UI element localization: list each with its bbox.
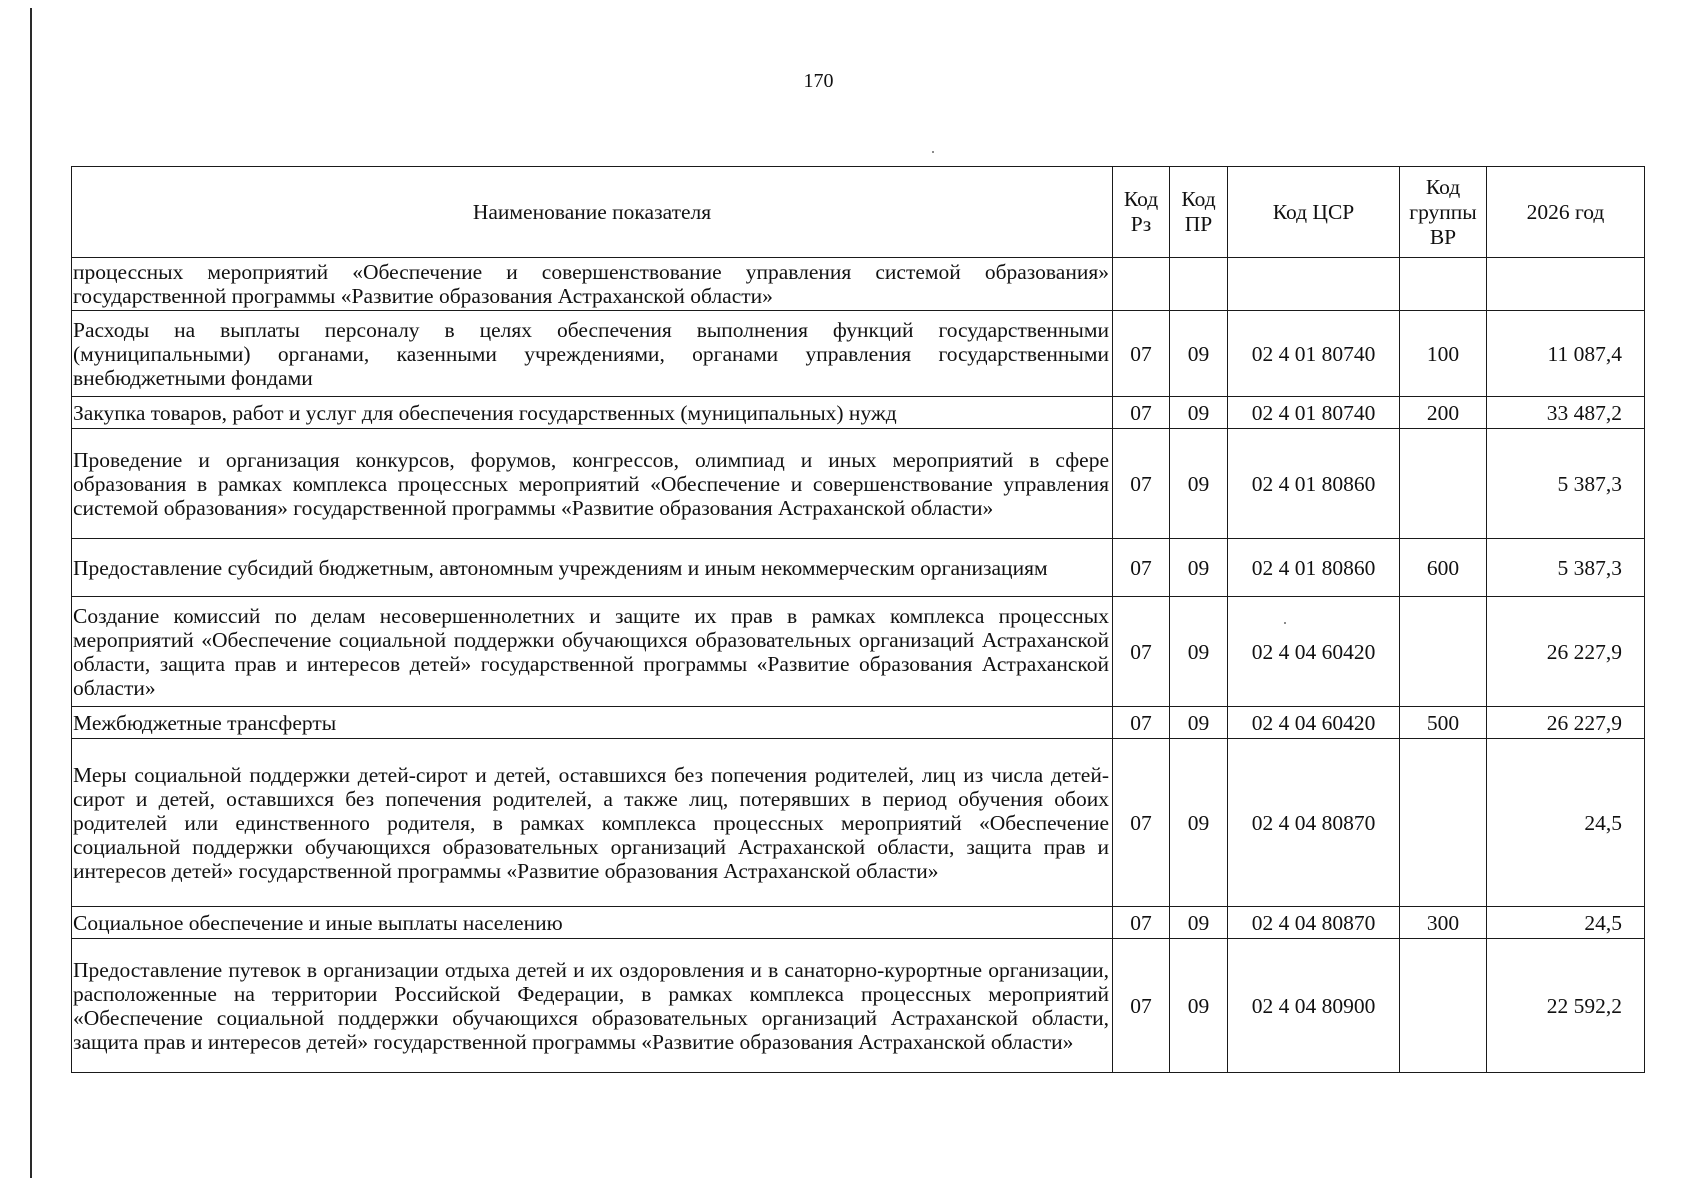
table-row	[72, 597, 1645, 707]
cell-amount	[1487, 258, 1645, 311]
cell-vr	[1400, 258, 1487, 311]
cell-rz: 07	[1113, 311, 1170, 397]
cell-pr: 09	[1170, 939, 1228, 1073]
cell-vr: 600	[1400, 539, 1487, 597]
header-row	[72, 167, 1645, 258]
cell-vr: 100	[1400, 311, 1487, 397]
cell-pr: 09	[1170, 429, 1228, 539]
header-vr: Код группы ВР	[1400, 167, 1487, 258]
cell-vr: 500	[1400, 707, 1487, 739]
cell-rz: 07	[1113, 739, 1170, 907]
cell-csr: 02 4 01 80740	[1228, 311, 1400, 397]
scan-speck	[932, 151, 934, 153]
cell-vr	[1400, 739, 1487, 907]
cell-name: Предоставление путевок в организации отдыха детей и их оздоровления и в санаторно-курортные организации, расположенные на территории Российской Федерации, в рамках комплекса процессных мероприятий «Обеспечение социальной поддержки обучающихся образовательных организаций Астраханской области, защита прав и интересов детей» государственной программы «Развитие образования Астраханской области»	[72, 939, 1113, 1073]
cell-rz: 07	[1113, 429, 1170, 539]
cell-csr: 02 4 04 80870	[1228, 739, 1400, 907]
cell-name: Проведение и организация конкурсов, форумов, конгрессов, олимпиад и иных мероприятий в сфере образования в рамках комплекса процессных мероприятий «Обеспечение и совершенствование управления системой образования» государственной программы «Развитие образования Астраханской области»	[72, 429, 1113, 539]
cell-rz: 07	[1113, 907, 1170, 939]
table-row	[72, 739, 1645, 907]
cell-rz: 07	[1113, 707, 1170, 739]
cell-csr: 02 4 01 80860	[1228, 539, 1400, 597]
table-header	[72, 167, 1645, 258]
cell-csr: 02 4 04 80870	[1228, 907, 1400, 939]
cell-amount: 26 227,9	[1487, 597, 1645, 707]
cell-rz: 07	[1113, 597, 1170, 707]
page-number-container	[0, 70, 1697, 93]
cell-pr: 09	[1170, 907, 1228, 939]
cell-name: Меры социальной поддержки детей-сирот и детей, оставшихся без попечения родителей, лиц из числа детей-сирот и детей, оставшихся без попечения родителей, а также лиц, потерявших в период обучения обоих родителей или единственного родителя, в рамках комплекса процессных мероприятий «Обеспечение социальной поддержки обучающихся образовательных организаций Астраханской области, защита прав и интересов детей» государственной программы «Развитие образования Астраханской области»	[72, 739, 1113, 907]
cell-amount: 24,5	[1487, 907, 1645, 939]
scan-edge-line	[30, 8, 32, 1178]
cell-pr: 09	[1170, 539, 1228, 597]
cell-pr: 09	[1170, 707, 1228, 739]
cell-csr: 02 4 04 60420	[1228, 597, 1400, 707]
cell-name: Межбюджетные трансферты	[72, 707, 1113, 739]
cell-amount: 11 087,4	[1487, 311, 1645, 397]
cell-csr	[1228, 258, 1400, 311]
table-row	[72, 539, 1645, 597]
cell-csr: 02 4 01 80740	[1228, 397, 1400, 429]
table-row	[72, 311, 1645, 397]
cell-pr: 09	[1170, 311, 1228, 397]
table-row	[72, 707, 1645, 739]
cell-amount: 5 387,3	[1487, 429, 1645, 539]
cell-rz	[1113, 258, 1170, 311]
cell-rz: 07	[1113, 939, 1170, 1073]
table-row	[72, 907, 1645, 939]
cell-amount: 24,5	[1487, 739, 1645, 907]
cell-amount: 22 592,2	[1487, 939, 1645, 1073]
cell-vr	[1400, 429, 1487, 539]
cell-amount: 26 227,9	[1487, 707, 1645, 739]
cell-vr: 300	[1400, 907, 1487, 939]
cell-rz: 07	[1113, 539, 1170, 597]
cell-pr: 09	[1170, 739, 1228, 907]
cell-csr: 02 4 04 60420	[1228, 707, 1400, 739]
cell-name: Создание комиссий по делам несовершеннолетних и защите их прав в рамках комплекса процессных мероприятий «Обеспечение социальной поддержки обучающихся образовательных организаций Астраханской области, защита прав и интересов детей» государственной программы «Развитие образования Астраханской области»	[72, 597, 1113, 707]
cell-vr	[1400, 939, 1487, 1073]
table-row	[72, 258, 1645, 311]
table-row	[72, 397, 1645, 429]
header-csr: Код ЦСР	[1228, 167, 1400, 258]
page-number: 170	[803, 70, 834, 92]
cell-name: Расходы на выплаты персоналу в целях обеспечения выполнения функций государственными (муниципальными) органами, казенными учреждениями, органами управления государственными внебюджетными фондами	[72, 311, 1113, 397]
cell-rz: 07	[1113, 397, 1170, 429]
header-rz: Код Рз	[1113, 167, 1170, 258]
header-name: Наименование показателя	[72, 167, 1113, 258]
cell-csr: 02 4 01 80860	[1228, 429, 1400, 539]
header-year: 2026 год	[1487, 167, 1645, 258]
cell-amount: 33 487,2	[1487, 397, 1645, 429]
cell-vr: 200	[1400, 397, 1487, 429]
header-pr: Код ПР	[1170, 167, 1228, 258]
cell-pr: 09	[1170, 597, 1228, 707]
table-body	[72, 258, 1645, 1073]
cell-pr	[1170, 258, 1228, 311]
table-row	[72, 429, 1645, 539]
table-row	[72, 939, 1645, 1073]
cell-amount: 5 387,3	[1487, 539, 1645, 597]
cell-csr: 02 4 04 80900	[1228, 939, 1400, 1073]
cell-name: Предоставление субсидий бюджетным, автономным учреждениям и иным некоммерческим организациям	[72, 539, 1113, 597]
cell-pr: 09	[1170, 397, 1228, 429]
cell-name: Закупка товаров, работ и услуг для обеспечения государственных (муниципальных) нужд	[72, 397, 1113, 429]
cell-name: процессных мероприятий «Обеспечение и совершенствование управления системой образования» государственной программы «Развитие образования Астраханской области»	[72, 258, 1113, 311]
cell-name: Социальное обеспечение и иные выплаты населению	[72, 907, 1113, 939]
cell-vr	[1400, 597, 1487, 707]
budget-table	[71, 166, 1645, 1073]
